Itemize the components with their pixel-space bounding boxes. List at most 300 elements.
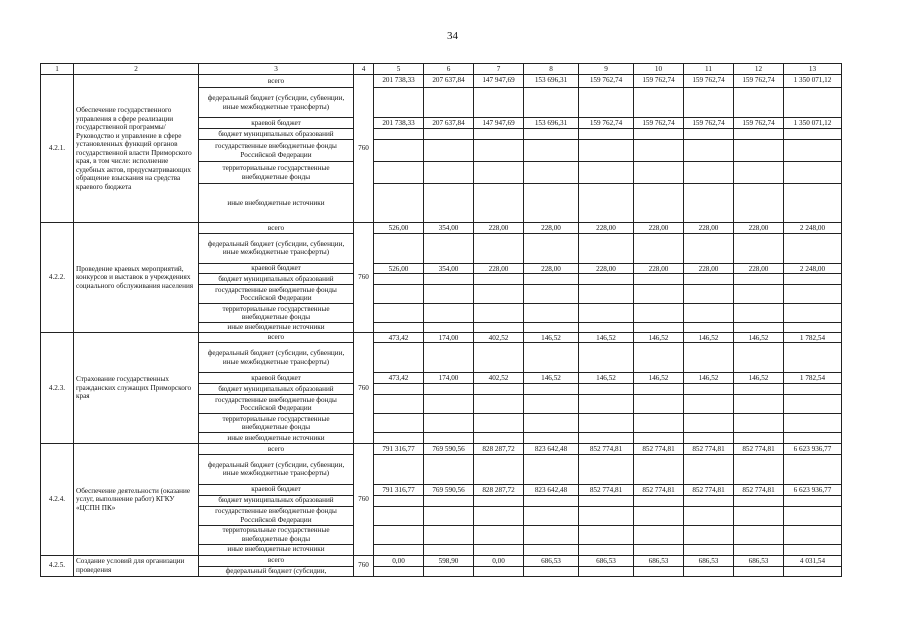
amount-cell <box>474 454 524 484</box>
amount-cell: 228,00 <box>524 263 579 274</box>
amount-cell <box>474 495 524 506</box>
item-number: 4.2.5. <box>41 555 74 576</box>
funding-source: федеральный бюджет (субсидии, субвенции, иные межбюджетные трансферты) <box>199 233 354 263</box>
amount-cell <box>734 343 784 373</box>
amount-cell <box>579 274 634 285</box>
amount-cell <box>734 506 784 525</box>
amount-cell <box>684 323 734 333</box>
amount-cell: 146,52 <box>684 332 734 343</box>
amount-cell <box>684 433 734 444</box>
amount-cell <box>374 506 424 525</box>
amount-cell: 791 316,77 <box>374 484 424 495</box>
amount-cell: 6 623 936,77 <box>784 444 842 455</box>
item-name: Страхование государственных гражданских служащих Приморского края <box>74 332 199 444</box>
amount-cell: 598,90 <box>424 555 474 566</box>
amount-cell: 228,00 <box>734 223 784 234</box>
table-body <box>41 64 842 577</box>
amount-cell: 228,00 <box>474 263 524 274</box>
amount-cell <box>524 162 579 184</box>
amount-cell <box>634 162 684 184</box>
amount-cell <box>634 414 684 433</box>
amount-cell <box>684 525 734 544</box>
amount-cell: 526,00 <box>374 223 424 234</box>
amount-cell: 2 248,00 <box>784 263 842 274</box>
amount-cell <box>474 140 524 162</box>
funding-source: краевой бюджет <box>199 373 354 384</box>
amount-cell <box>684 304 734 323</box>
funding-source: бюджет муниципальных образований <box>199 495 354 506</box>
amount-cell <box>524 384 579 395</box>
funding-source: территориальные государственные внебюджетные фонды <box>199 414 354 433</box>
amount-cell <box>784 184 842 223</box>
amount-cell <box>734 233 784 263</box>
amount-cell <box>784 129 842 140</box>
amount-cell: 1 782,54 <box>784 373 842 384</box>
column-header: 2 <box>74 64 199 75</box>
amount-cell <box>579 184 634 223</box>
amount-cell <box>634 566 684 576</box>
funding-source: государственные внебюджетные фонды Российской Федерации <box>199 140 354 162</box>
amount-cell: 228,00 <box>734 263 784 274</box>
amount-cell: 769 590,56 <box>424 484 474 495</box>
amount-cell: 147 947,69 <box>474 118 524 129</box>
amount-cell: 228,00 <box>684 263 734 274</box>
amount-cell <box>424 433 474 444</box>
amount-cell <box>424 454 474 484</box>
amount-cell: 159 762,74 <box>579 118 634 129</box>
amount-cell <box>579 88 634 118</box>
amount-cell <box>474 88 524 118</box>
amount-cell <box>684 395 734 414</box>
amount-cell <box>524 454 579 484</box>
amount-cell <box>424 495 474 506</box>
amount-cell: 146,52 <box>579 373 634 384</box>
amount-cell <box>374 495 424 506</box>
amount-cell <box>684 384 734 395</box>
amount-cell <box>684 285 734 304</box>
amount-cell: 207 637,84 <box>424 75 474 88</box>
amount-cell: 228,00 <box>684 223 734 234</box>
amount-cell: 159 762,74 <box>734 118 784 129</box>
funding-source: иные внебюджетные источники <box>199 184 354 223</box>
amount-cell: 852 774,81 <box>684 444 734 455</box>
amount-cell <box>524 414 579 433</box>
amount-cell <box>684 233 734 263</box>
amount-cell <box>634 88 684 118</box>
amount-cell <box>684 162 734 184</box>
budget-code: 760 <box>354 332 374 444</box>
column-header: 9 <box>579 64 634 75</box>
amount-cell: 146,52 <box>734 332 784 343</box>
amount-cell: 228,00 <box>634 263 684 274</box>
amount-cell: 402,52 <box>474 332 524 343</box>
funding-source: иные внебюджетные источники <box>199 323 354 333</box>
amount-cell <box>634 433 684 444</box>
amount-cell <box>784 304 842 323</box>
amount-cell <box>634 454 684 484</box>
amount-cell <box>579 566 634 576</box>
amount-cell <box>374 343 424 373</box>
amount-cell <box>524 525 579 544</box>
amount-cell: 201 738,33 <box>374 75 424 88</box>
funding-source: территориальные государственные внебюджетные фонды <box>199 304 354 323</box>
amount-cell <box>374 525 424 544</box>
budget-code: 760 <box>354 223 374 333</box>
amount-cell <box>784 454 842 484</box>
amount-cell <box>474 304 524 323</box>
amount-cell: 1 350 071,12 <box>784 75 842 88</box>
amount-cell: 823 642,48 <box>524 484 579 495</box>
item-name: Обеспечение государственного управления в сфере реализации государственной программы/ Руководство и управление в сфере установленных функций органов государственной власти Приморского края, в том числе: исполнение судебных актов, предусматривающих обращение взыскания на средства краевого бюджета <box>74 75 199 223</box>
amount-cell: 159 762,74 <box>684 118 734 129</box>
funding-source: государственные внебюджетные фонды Российской Федерации <box>199 395 354 414</box>
column-header: 6 <box>424 64 474 75</box>
amount-cell <box>579 544 634 555</box>
amount-cell: 228,00 <box>579 223 634 234</box>
amount-cell: 153 696,31 <box>524 75 579 88</box>
item-name: Проведение краевых мероприятий, конкурсов и выставок в учреждениях социального обслуживания населения <box>74 223 199 333</box>
amount-cell <box>579 525 634 544</box>
funding-source: краевой бюджет <box>199 484 354 495</box>
amount-cell <box>734 140 784 162</box>
amount-cell <box>424 506 474 525</box>
amount-cell <box>684 544 734 555</box>
amount-cell: 823 642,48 <box>524 444 579 455</box>
amount-cell <box>784 274 842 285</box>
amount-cell <box>784 343 842 373</box>
amount-cell <box>579 384 634 395</box>
funding-source: всего <box>199 332 354 343</box>
funding-source: бюджет муниципальных образований <box>199 274 354 285</box>
amount-cell <box>734 566 784 576</box>
amount-cell <box>579 140 634 162</box>
amount-cell: 473,42 <box>374 332 424 343</box>
funding-source: бюджет муниципальных образований <box>199 129 354 140</box>
amount-cell: 852 774,81 <box>634 444 684 455</box>
amount-cell <box>424 566 474 576</box>
table-row <box>41 332 842 343</box>
amount-cell <box>424 274 474 285</box>
amount-cell <box>784 525 842 544</box>
amount-cell <box>424 285 474 304</box>
amount-cell <box>524 343 579 373</box>
amount-cell <box>734 525 784 544</box>
amount-cell <box>424 140 474 162</box>
amount-cell <box>784 414 842 433</box>
amount-cell: 852 774,81 <box>734 444 784 455</box>
amount-cell <box>424 304 474 323</box>
amount-cell: 201 738,33 <box>374 118 424 129</box>
amount-cell <box>374 395 424 414</box>
amount-cell <box>374 433 424 444</box>
funding-source: федеральный бюджет (субсидии, субвенции, иные межбюджетные трансферты) <box>199 454 354 484</box>
amount-cell <box>684 495 734 506</box>
amount-cell <box>634 395 684 414</box>
amount-cell <box>474 274 524 285</box>
amount-cell <box>374 129 424 140</box>
amount-cell <box>684 129 734 140</box>
amount-cell <box>579 343 634 373</box>
amount-cell: 686,53 <box>579 555 634 566</box>
budget-code: 760 <box>354 75 374 223</box>
amount-cell <box>734 495 784 506</box>
amount-cell: 174,00 <box>424 373 474 384</box>
amount-cell <box>734 384 784 395</box>
amount-cell <box>579 506 634 525</box>
amount-cell <box>684 184 734 223</box>
column-header: 10 <box>634 64 684 75</box>
item-number: 4.2.2. <box>41 223 74 333</box>
amount-cell: 6 623 936,77 <box>784 484 842 495</box>
amount-cell: 153 696,31 <box>524 118 579 129</box>
amount-cell <box>579 129 634 140</box>
amount-cell: 146,52 <box>634 332 684 343</box>
item-name: Создание условий для организации проведения <box>74 555 199 576</box>
budget-table <box>40 63 842 577</box>
amount-cell <box>684 506 734 525</box>
amount-cell <box>634 233 684 263</box>
funding-source: территориальные государственные внебюджетные фонды <box>199 162 354 184</box>
amount-cell <box>684 274 734 285</box>
amount-cell <box>374 454 424 484</box>
amount-cell <box>784 566 842 576</box>
amount-cell <box>474 433 524 444</box>
amount-cell <box>424 323 474 333</box>
amount-cell <box>734 285 784 304</box>
amount-cell: 852 774,81 <box>579 444 634 455</box>
amount-cell <box>734 162 784 184</box>
amount-cell <box>784 506 842 525</box>
amount-cell <box>684 140 734 162</box>
amount-cell <box>579 304 634 323</box>
amount-cell <box>474 129 524 140</box>
amount-cell: 146,52 <box>524 373 579 384</box>
amount-cell <box>374 233 424 263</box>
amount-cell: 146,52 <box>684 373 734 384</box>
funding-source: федеральный бюджет (субсидии, субвенции, иные межбюджетные трансферты) <box>199 343 354 373</box>
amount-cell <box>734 395 784 414</box>
item-number: 4.2.4. <box>41 444 74 556</box>
amount-cell: 473,42 <box>374 373 424 384</box>
amount-cell: 147 947,69 <box>474 75 524 88</box>
amount-cell <box>524 506 579 525</box>
table-row <box>41 75 842 88</box>
amount-cell <box>734 414 784 433</box>
amount-cell: 159 762,74 <box>579 75 634 88</box>
amount-cell <box>474 525 524 544</box>
amount-cell: 159 762,74 <box>634 75 684 88</box>
amount-cell <box>474 395 524 414</box>
amount-cell <box>524 285 579 304</box>
amount-cell <box>474 323 524 333</box>
amount-cell <box>579 433 634 444</box>
amount-cell: 159 762,74 <box>684 75 734 88</box>
amount-cell: 686,53 <box>684 555 734 566</box>
amount-cell <box>474 162 524 184</box>
amount-cell <box>784 140 842 162</box>
amount-cell <box>424 88 474 118</box>
amount-cell <box>374 384 424 395</box>
amount-cell <box>684 566 734 576</box>
column-header: 7 <box>474 64 524 75</box>
amount-cell <box>784 285 842 304</box>
amount-cell <box>424 414 474 433</box>
amount-cell: 207 637,84 <box>424 118 474 129</box>
amount-cell: 354,00 <box>424 263 474 274</box>
budget-code: 760 <box>354 555 374 576</box>
amount-cell <box>579 414 634 433</box>
amount-cell: 769 590,56 <box>424 444 474 455</box>
amount-cell <box>524 495 579 506</box>
amount-cell: 159 762,74 <box>734 75 784 88</box>
funding-source: всего <box>199 75 354 88</box>
amount-cell: 228,00 <box>474 223 524 234</box>
amount-cell <box>579 395 634 414</box>
amount-cell <box>579 162 634 184</box>
column-header: 4 <box>354 64 374 75</box>
amount-cell: 828 287,72 <box>474 484 524 495</box>
amount-cell <box>524 140 579 162</box>
amount-cell <box>734 304 784 323</box>
amount-cell <box>634 544 684 555</box>
amount-cell <box>474 544 524 555</box>
amount-cell <box>784 88 842 118</box>
amount-cell <box>579 233 634 263</box>
amount-cell <box>734 544 784 555</box>
funding-source: бюджет муниципальных образований <box>199 384 354 395</box>
amount-cell <box>524 129 579 140</box>
item-name: Обеспечение деятельности (оказание услуг, выполнение работ) КГКУ «ЦСПН ПК» <box>74 444 199 556</box>
amount-cell <box>424 343 474 373</box>
amount-cell <box>424 525 474 544</box>
amount-cell: 686,53 <box>734 555 784 566</box>
amount-cell <box>474 285 524 304</box>
amount-cell <box>374 140 424 162</box>
column-header: 11 <box>684 64 734 75</box>
amount-cell <box>734 88 784 118</box>
table-row <box>41 444 842 455</box>
amount-cell <box>684 88 734 118</box>
amount-cell: 686,53 <box>524 555 579 566</box>
amount-cell: 146,52 <box>579 332 634 343</box>
amount-cell <box>634 285 684 304</box>
amount-cell <box>734 433 784 444</box>
amount-cell <box>784 233 842 263</box>
amount-cell <box>634 304 684 323</box>
funding-source: краевой бюджет <box>199 263 354 274</box>
funding-source: краевой бюджет <box>199 118 354 129</box>
amount-cell: 526,00 <box>374 263 424 274</box>
amount-cell <box>524 184 579 223</box>
amount-cell <box>524 88 579 118</box>
column-header: 13 <box>784 64 842 75</box>
amount-cell <box>734 129 784 140</box>
amount-cell: 146,52 <box>524 332 579 343</box>
amount-cell <box>634 384 684 395</box>
budget-code: 760 <box>354 444 374 556</box>
amount-cell <box>374 323 424 333</box>
amount-cell <box>524 566 579 576</box>
column-header: 12 <box>734 64 784 75</box>
column-header: 8 <box>524 64 579 75</box>
amount-cell: 828 287,72 <box>474 444 524 455</box>
amount-cell <box>474 343 524 373</box>
funding-source: иные внебюджетные источники <box>199 544 354 555</box>
amount-cell <box>424 184 474 223</box>
amount-cell <box>684 414 734 433</box>
amount-cell <box>474 384 524 395</box>
amount-cell <box>784 395 842 414</box>
amount-cell <box>374 414 424 433</box>
amount-cell <box>424 544 474 555</box>
column-header: 3 <box>199 64 354 75</box>
amount-cell <box>374 184 424 223</box>
funding-source: всего <box>199 444 354 455</box>
amount-cell: 354,00 <box>424 223 474 234</box>
amount-cell <box>634 506 684 525</box>
amount-cell: 228,00 <box>579 263 634 274</box>
amount-cell: 1 782,54 <box>784 332 842 343</box>
amount-cell <box>684 343 734 373</box>
amount-cell <box>374 88 424 118</box>
amount-cell <box>579 285 634 304</box>
amount-cell: 852 774,81 <box>579 484 634 495</box>
amount-cell <box>634 525 684 544</box>
amount-cell <box>374 162 424 184</box>
amount-cell <box>424 233 474 263</box>
amount-cell <box>424 395 474 414</box>
item-number: 4.2.1. <box>41 75 74 223</box>
amount-cell <box>784 384 842 395</box>
amount-cell: 228,00 <box>634 223 684 234</box>
amount-cell <box>424 162 474 184</box>
amount-cell: 402,52 <box>474 373 524 384</box>
amount-cell <box>374 566 424 576</box>
amount-cell <box>634 129 684 140</box>
amount-cell: 4 031,54 <box>784 555 842 566</box>
amount-cell <box>524 395 579 414</box>
amount-cell <box>524 544 579 555</box>
amount-cell: 146,52 <box>734 373 784 384</box>
amount-cell <box>524 304 579 323</box>
amount-cell <box>734 454 784 484</box>
item-number: 4.2.3. <box>41 332 74 444</box>
amount-cell: 852 774,81 <box>684 484 734 495</box>
amount-cell: 0,00 <box>374 555 424 566</box>
amount-cell <box>634 184 684 223</box>
amount-cell <box>524 233 579 263</box>
funding-source: всего <box>199 555 354 566</box>
amount-cell <box>474 184 524 223</box>
funding-source: территориальные государственные внебюджетные фонды <box>199 525 354 544</box>
amount-cell: 228,00 <box>524 223 579 234</box>
amount-cell <box>734 274 784 285</box>
column-header: 5 <box>374 64 424 75</box>
amount-cell <box>784 323 842 333</box>
amount-cell <box>784 495 842 506</box>
amount-cell <box>634 140 684 162</box>
column-header: 1 <box>41 64 74 75</box>
amount-cell <box>374 304 424 323</box>
amount-cell <box>474 233 524 263</box>
amount-cell: 852 774,81 <box>734 484 784 495</box>
amount-cell <box>634 343 684 373</box>
amount-cell <box>474 414 524 433</box>
amount-cell: 852 774,81 <box>634 484 684 495</box>
amount-cell: 2 248,00 <box>784 223 842 234</box>
amount-cell <box>579 495 634 506</box>
amount-cell: 0,00 <box>474 555 524 566</box>
